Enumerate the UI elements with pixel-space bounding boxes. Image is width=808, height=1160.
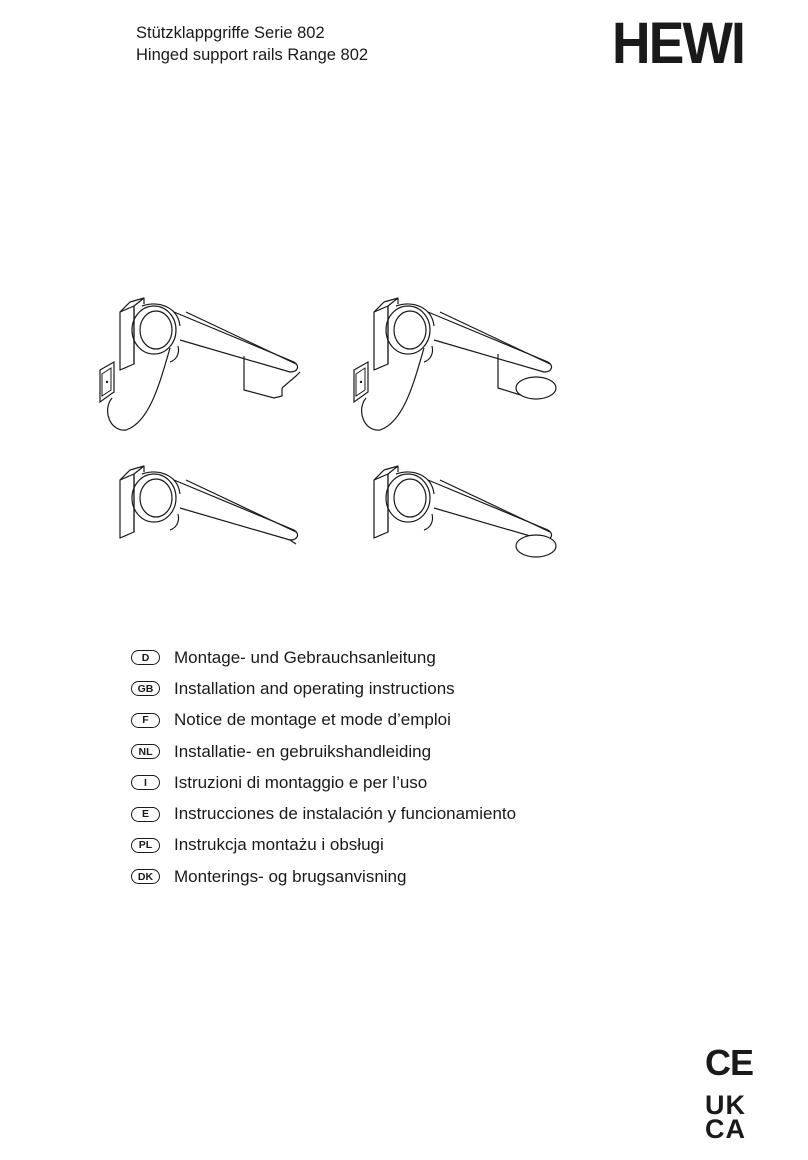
ce-mark: CE [705, 1042, 754, 1083]
language-title: Installatie- en gebruikshandleiding [174, 741, 432, 761]
document-title [136, 22, 368, 66]
language-code-badge: D [131, 650, 160, 665]
title-english: Hinged support rails Range 802 [136, 46, 369, 64]
ukca-mark-bottom: CA [705, 1114, 746, 1144]
ukca-mark [705, 1090, 753, 1144]
illustration-rail-remote-straight [100, 298, 300, 430]
list-item [131, 861, 516, 892]
certification-marks [705, 1042, 754, 1144]
language-code-badge: GB [131, 681, 160, 696]
illustration-rail-straight [120, 466, 297, 544]
language-code-badge: F [131, 713, 160, 728]
list-item [131, 736, 516, 767]
list-item [131, 798, 516, 829]
list-item [131, 767, 516, 798]
product-illustrations [0, 280, 808, 590]
list-item [131, 705, 516, 736]
language-code-badge: E [131, 807, 160, 822]
language-title: Installation and operating instructions [174, 678, 455, 698]
language-code-badge: NL [131, 744, 160, 759]
language-title: Instrukcja montażu i obsługi [174, 835, 384, 855]
language-title: Monterings- og brugsanvisning [174, 866, 407, 886]
language-title: Istruzioni di montaggio e per l’uso [174, 772, 428, 792]
language-code-badge: DK [131, 869, 160, 884]
list-item [131, 673, 516, 704]
language-title: Instrucciones de instalación y funcionamiento [174, 804, 517, 824]
language-code-badge: PL [131, 838, 160, 853]
illustration-rail-round [374, 466, 556, 557]
language-code-badge: I [131, 775, 160, 790]
hewi-logo: HEWI [612, 11, 744, 76]
list-item [131, 642, 516, 673]
ukca-mark-top: UK [705, 1090, 746, 1120]
language-list [131, 642, 516, 892]
title-german: Stützklappgriffe Serie 802 [136, 24, 325, 42]
language-title: Montage- und Gebrauchsanleitung [174, 647, 436, 667]
list-item [131, 830, 516, 861]
illustration-rail-remote-round [354, 298, 556, 430]
language-title: Notice de montage et mode d’emploi [174, 710, 451, 730]
